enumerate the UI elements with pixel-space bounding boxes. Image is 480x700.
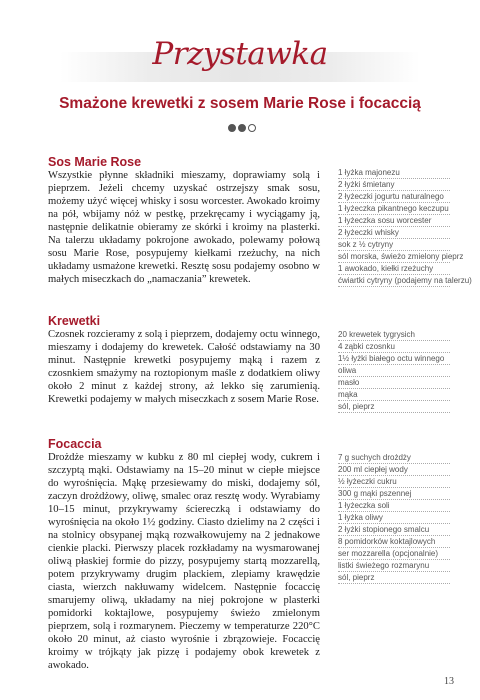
- section-text-shrimp: Czosnek rozcieramy z solą i pieprzem, dodajemy octu winnego, mieszamy i dodajemy do krewetek. Całość odstawiamy na 30 minut. Następnie krewetki posypujemy mąką i razem z czosnkiem smażymy na roztopionym maśle z dodatkiem oliwy około 2 minut z każdej strony, aż lekko się zarumienią. Krewetki podajemy w małych miseczkach z sosem Marie Rose.: [48, 329, 320, 405]
- ingredient-item: ćwiartki cytryny (podajemy na talerzu): [338, 276, 472, 285]
- section-heading-shrimp: Krewetki: [48, 314, 101, 328]
- ingredient-item: 300 g mąki pszennej: [338, 488, 450, 500]
- page-number: 13: [444, 676, 454, 687]
- difficulty-indicator: [228, 124, 256, 134]
- section-text-sauce: Wszystkie płynne składniki mieszamy, doprawiamy solą i pieprzem. Jeżeli chcemy uzyskać ostrzejszy smak sosu, możemy użyć więcej whisky i sosu worcester. Awokado kroimy na pół, wbijamy nóż w pestkę, przekręcamy i wyciągamy ją, następnie delikatnie obieramy ze skórki i kroimy na plasterki. Na talerzu układamy pokrojone awokado, polewamy połową sosu Marie Rose, posypujemy kiełkami rzeżuchy, na nich układamy usmażone krewetki. Resztę sosu podajemy osobno w małych miseczkach do „namaczania” krewetek.: [48, 170, 320, 285]
- section-title: Przystawka: [152, 36, 328, 72]
- ingredient-item: ½ łyżeczki cukru: [338, 476, 450, 488]
- recipe-title: Smażone krewetki z sosem Marie Rose i focaccią: [59, 95, 421, 112]
- ingredient-list-focaccia: [338, 452, 450, 584]
- difficulty-dot: [228, 124, 236, 132]
- ingredient-item: sól, pieprz: [338, 401, 450, 413]
- ingredient-item: ser mozzarella (opcjonalnie): [338, 548, 450, 560]
- ingredient-item: 2 łyżki śmietany: [338, 179, 450, 191]
- ingredient-item: 4 ząbki czosnku: [338, 341, 450, 353]
- ingredient-item: mąka: [338, 389, 450, 401]
- ingredient-item: sól morska, świeżo zmielony pieprz: [338, 252, 464, 261]
- ingredient-item: 1 awokado, kiełki rzeżuchy: [338, 263, 450, 275]
- ingredient-item: oliwa: [338, 365, 450, 377]
- ingredient-list-sauce: [338, 167, 472, 287]
- ingredient-item: sól, pieprz: [338, 572, 450, 584]
- ingredient-item: 8 pomidorków koktajlowych: [338, 536, 450, 548]
- ingredient-item: 1 łyżeczka sosu worcester: [338, 215, 450, 227]
- ingredient-item: 200 ml ciepłej wody: [338, 464, 450, 476]
- ingredient-item: 2 łyżeczki whisky: [338, 227, 450, 239]
- ingredient-item: 2 łyżki stopionego smalcu: [338, 524, 450, 536]
- ingredient-item: 20 krewetek tygrysich: [338, 329, 450, 341]
- ingredient-item: 1½ łyżki białego octu winnego: [338, 353, 450, 365]
- ingredient-list-shrimp: [338, 329, 450, 413]
- section-heading-focaccia: Focaccia: [48, 437, 102, 451]
- section-text-focaccia: Drożdże mieszamy w kubku z 80 ml ciepłej wody, cukrem i szczyptą mąki. Odstawiamy na 15–20 minut w ciepłe miejsce do wyrośnięcia. Mąkę przesiewamy do miski, dodajemy sól, zaczyn drożdżowy, oliwę, smalec oraz resztę wody. Wyrabiamy 10–15 minut, przykrywamy ściereczką i odstawiamy do wyrośnięcia na około 1½ godziny. Ciasto dzielimy na 2 części i na stolnicy obsypanej mąką rozwałkowujemy na 2 jednakowe cienkie placki. Pierwszy placek rozkładamy na wysmarowanej oliwą płaskiej formie do pizzy, posypujemy startą mozzarellą, potem przykrywamy drugim plackiem, zlepiamy krawędzie ciasta, wierzch nakłuwamy widelcem. Następnie focaccię smarujemy oliwą, układamy na niej pokrojone w plasterki pomidorki koktajlowe, posypujemy świeżo zmielonym pieprzem, solą i rozmarynem. Pieczemy w temperaturze 220°C około 20 minut, aż ciasto wyrośnie i zbrązowieje. Focaccię kroimy w trójkąty jak pizzę i podajemy obok krewetek z awokado.: [48, 452, 320, 671]
- ingredient-item: masło: [338, 377, 450, 389]
- ingredient-item: 1 łyżeczka pikantnego keczupu: [338, 204, 449, 213]
- ingredient-item: 1 łyżeczka soli: [338, 500, 450, 512]
- ingredient-item: 1 łyżka majonezu: [338, 167, 450, 179]
- ingredient-item: 1 łyżka oliwy: [338, 512, 450, 524]
- difficulty-dot: [238, 124, 246, 132]
- ingredient-item: 7 g suchych drożdży: [338, 452, 450, 464]
- ingredient-item: sok z ½ cytryny: [338, 239, 450, 251]
- ingredient-item: 2 łyżeczki jogurtu naturalnego: [338, 191, 450, 203]
- ingredient-item: listki świeżego rozmarynu: [338, 560, 450, 572]
- section-heading-sauce: Sos Marie Rose: [48, 155, 142, 169]
- difficulty-dot: [248, 124, 256, 132]
